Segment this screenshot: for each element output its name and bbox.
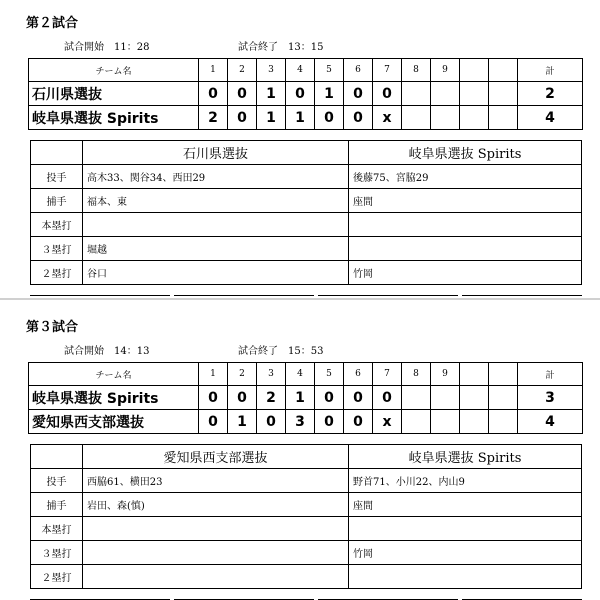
inning-score <box>460 82 489 106</box>
role-label: 投手 <box>31 469 83 493</box>
inning-header: 7 <box>373 363 402 386</box>
inning-score: 2 <box>257 386 286 410</box>
right-team-header: 岐阜県選抜 Spirits <box>349 141 582 165</box>
players-header-row <box>31 445 582 469</box>
inning-score <box>489 106 518 130</box>
inning-score: 0 <box>315 386 344 410</box>
left-team-header: 愛知県西支部選抜 <box>83 445 349 469</box>
inning-score: 0 <box>315 410 344 434</box>
inning-header: 5 <box>315 59 344 82</box>
total-header: 計 <box>518 363 583 386</box>
team-score-row <box>29 386 583 410</box>
inning-score: 2 <box>199 106 228 130</box>
inning-score: 0 <box>373 82 402 106</box>
inning-score: 0 <box>228 106 257 130</box>
inning-header: 8 <box>402 59 431 82</box>
inning-score <box>431 410 460 434</box>
total-score: 2 <box>518 82 583 106</box>
inning-score <box>489 82 518 106</box>
right-team-players <box>349 565 582 589</box>
inning-score: 0 <box>228 386 257 410</box>
players-row <box>31 189 582 213</box>
left-team-players: 堀越 <box>83 237 349 261</box>
inning-score <box>489 410 518 434</box>
section-divider <box>0 298 600 300</box>
inning-score: 1 <box>257 106 286 130</box>
inning-score: 1 <box>315 82 344 106</box>
left-team-players: 谷口 <box>83 261 349 285</box>
total-score: 3 <box>518 386 583 410</box>
inning-header: 6 <box>344 59 373 82</box>
game-section <box>0 304 600 600</box>
inning-score: 0 <box>199 82 228 106</box>
inning-header: 7 <box>373 59 402 82</box>
left-team-players <box>83 565 349 589</box>
inning-header: 2 <box>228 59 257 82</box>
end-time: 試合終了 13：15 <box>238 42 324 53</box>
inning-score: 0 <box>199 410 228 434</box>
linescore-header-row <box>29 59 583 82</box>
linescore-table <box>28 362 583 434</box>
players-header-row <box>31 141 582 165</box>
left-team-players <box>83 517 349 541</box>
inning-header: 3 <box>257 59 286 82</box>
players-row <box>31 469 582 493</box>
linescore-table <box>28 58 583 130</box>
inning-score: 1 <box>228 410 257 434</box>
role-label: ２塁打 <box>31 261 83 285</box>
team-score-row <box>29 106 583 130</box>
inning-header <box>460 363 489 386</box>
inning-score <box>402 82 431 106</box>
left-team-players: 福本、東 <box>83 189 349 213</box>
inning-score <box>402 410 431 434</box>
left-team-players: 西脇61、横田23 <box>83 469 349 493</box>
inning-score: 1 <box>286 386 315 410</box>
total-score: 4 <box>518 106 583 130</box>
inning-header: 9 <box>431 363 460 386</box>
inning-score: 0 <box>286 82 315 106</box>
inning-score: 0 <box>228 82 257 106</box>
role-label: 本塁打 <box>31 517 83 541</box>
inning-score: 0 <box>257 410 286 434</box>
inning-score: 1 <box>257 82 286 106</box>
team-score-row <box>29 82 583 106</box>
inning-score: 0 <box>344 410 373 434</box>
team-name-header: チーム名 <box>29 363 199 386</box>
players-table <box>30 140 582 285</box>
inning-header: 4 <box>286 363 315 386</box>
inning-score <box>431 82 460 106</box>
blank-corner-cell <box>31 141 83 165</box>
inning-header: 9 <box>431 59 460 82</box>
start-time: 試合開始 11：28 <box>64 42 150 53</box>
inning-header: 5 <box>315 363 344 386</box>
total-header: 計 <box>518 59 583 82</box>
inning-score: 0 <box>344 82 373 106</box>
role-label: 投手 <box>31 165 83 189</box>
players-row <box>31 165 582 189</box>
players-table <box>30 444 582 589</box>
start-time: 試合開始 14：13 <box>64 346 150 357</box>
team-name-header: チーム名 <box>29 59 199 82</box>
players-row <box>31 237 582 261</box>
left-team-header: 石川県選抜 <box>83 141 349 165</box>
players-row <box>31 213 582 237</box>
inning-header: 2 <box>228 363 257 386</box>
team-score-row <box>29 410 583 434</box>
right-team-players: 座間 <box>349 493 582 517</box>
role-label: 捕手 <box>31 493 83 517</box>
role-label: ３塁打 <box>31 541 83 565</box>
linescore-header-row <box>29 363 583 386</box>
players-row <box>31 517 582 541</box>
players-row <box>31 565 582 589</box>
inning-score <box>460 410 489 434</box>
inning-score <box>460 386 489 410</box>
right-team-players: 座間 <box>349 189 582 213</box>
left-team-players <box>83 541 349 565</box>
end-time: 試合終了 15：53 <box>238 346 324 357</box>
right-team-players: 後藤75、宮脇29 <box>349 165 582 189</box>
total-score: 4 <box>518 410 583 434</box>
game-title: 第３試合 <box>26 320 79 335</box>
inning-score: 0 <box>344 106 373 130</box>
game-title: 第２試合 <box>26 16 79 31</box>
signature-line <box>462 295 582 296</box>
right-team-players <box>349 213 582 237</box>
inning-score: 3 <box>286 410 315 434</box>
role-label: 本塁打 <box>31 213 83 237</box>
right-team-players: 野首71、小川22、内山9 <box>349 469 582 493</box>
right-team-players <box>349 517 582 541</box>
inning-header <box>489 59 518 82</box>
blank-corner-cell <box>31 445 83 469</box>
team-name: 岐阜県選抜 Spirits <box>29 106 199 130</box>
game-section <box>0 0 600 296</box>
right-team-header: 岐阜県選抜 Spirits <box>349 445 582 469</box>
team-name: 岐阜県選抜 Spirits <box>29 386 199 410</box>
inning-header: 3 <box>257 363 286 386</box>
players-row <box>31 493 582 517</box>
left-team-players: 高木33、関谷34、西田29 <box>83 165 349 189</box>
inning-score <box>460 106 489 130</box>
inning-header: 6 <box>344 363 373 386</box>
inning-header: 1 <box>199 363 228 386</box>
inning-score: x <box>373 106 402 130</box>
signature-line <box>30 295 170 296</box>
team-name: 石川県選抜 <box>29 82 199 106</box>
inning-score: 0 <box>315 106 344 130</box>
players-row <box>31 261 582 285</box>
right-team-players: 竹岡 <box>349 541 582 565</box>
inning-header <box>489 363 518 386</box>
inning-score: 0 <box>373 386 402 410</box>
left-team-players: 岩田、森(慎) <box>83 493 349 517</box>
inning-score <box>431 106 460 130</box>
inning-header: 4 <box>286 59 315 82</box>
right-team-players <box>349 237 582 261</box>
inning-score: 0 <box>199 386 228 410</box>
inning-score <box>402 386 431 410</box>
signature-line <box>318 295 458 296</box>
role-label: ３塁打 <box>31 237 83 261</box>
team-name: 愛知県西支部選抜 <box>29 410 199 434</box>
inning-score <box>431 386 460 410</box>
signature-line <box>174 295 314 296</box>
inning-score: 0 <box>344 386 373 410</box>
left-team-players <box>83 213 349 237</box>
inning-score: 1 <box>286 106 315 130</box>
inning-header <box>460 59 489 82</box>
inning-header: 8 <box>402 363 431 386</box>
inning-score: x <box>373 410 402 434</box>
role-label: 捕手 <box>31 189 83 213</box>
right-team-players: 竹岡 <box>349 261 582 285</box>
inning-header: 1 <box>199 59 228 82</box>
role-label: ２塁打 <box>31 565 83 589</box>
inning-score <box>489 386 518 410</box>
players-row <box>31 541 582 565</box>
inning-score <box>402 106 431 130</box>
